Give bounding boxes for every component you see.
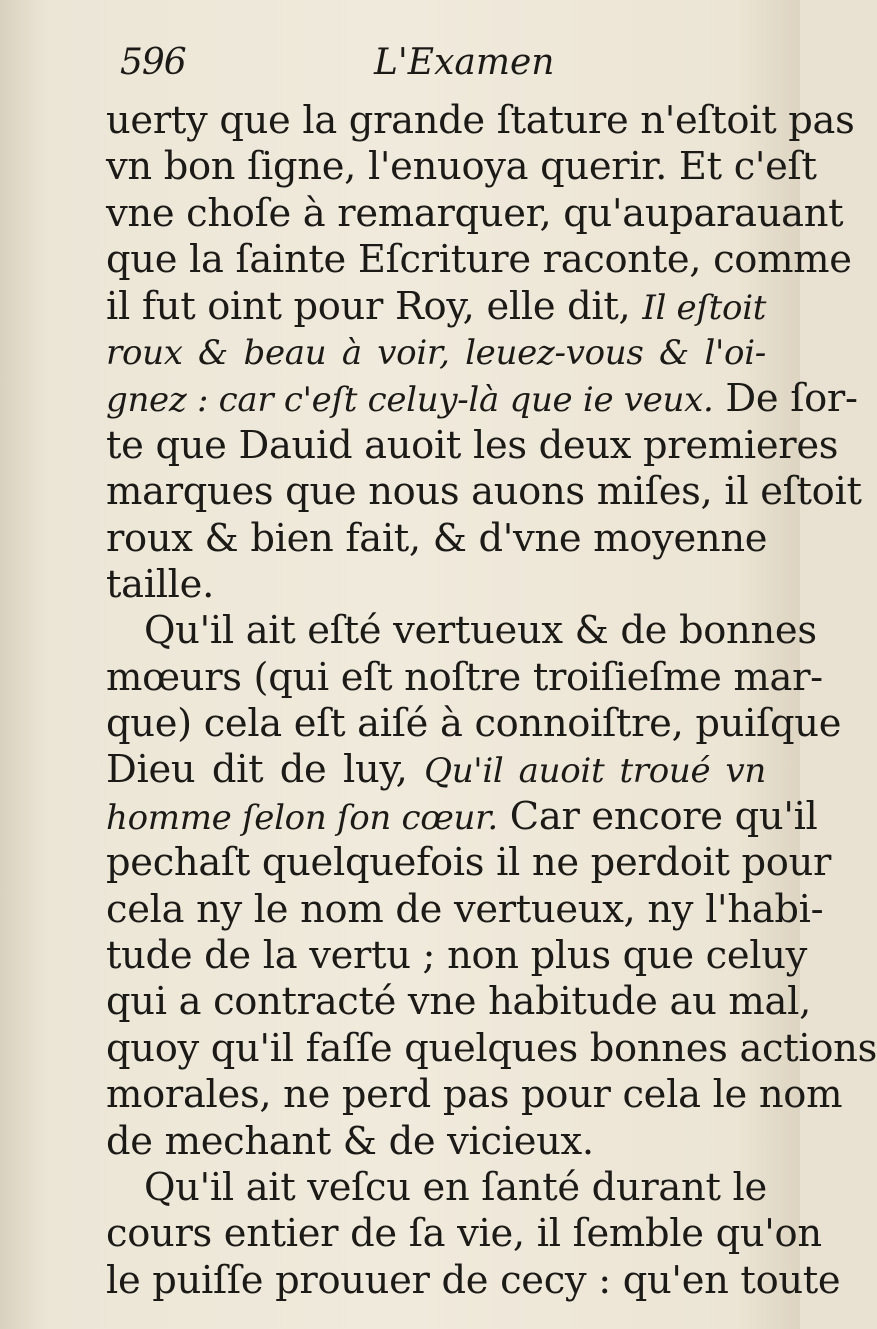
text-line [106, 793, 818, 840]
italic-segment: Il eſtoit [642, 287, 767, 328]
text-segment: il fut oint pour Roy, elle dit, [106, 283, 643, 329]
text-line: vn bon ſigne, l'enuoya querir. Et c'eſt [106, 144, 817, 190]
page-number: 596 [120, 42, 186, 83]
text-line: mœurs (qui eſt noſtre troiſieſme mar- [106, 654, 823, 700]
text-line: taille. [106, 561, 214, 607]
text-line: qui a contracté vne habitude au mal, [106, 979, 811, 1025]
running-title: L'Examen [374, 42, 555, 83]
text-line: de mechant & de vicieux. [106, 1118, 594, 1164]
text-line: cours entier de ſa vie, il ſemble qu'on [106, 1211, 822, 1257]
text-line: morales, ne perd pas pour cela le nom [106, 1072, 843, 1118]
text-line [106, 747, 766, 793]
text-line: uerty que la grande ſtature n'eſtoit pas [106, 98, 855, 143]
page-body-text [106, 98, 877, 1304]
italic-segment: Qu'il auoit troué vn [424, 751, 766, 792]
text-line: roux & bien fait, & d'vne moyenne [106, 515, 768, 561]
text-line: pechaſt quelquefois il ne perdoit pour [106, 840, 832, 886]
text-line: que la ſainte Eſcriture raconte, comme [106, 237, 852, 283]
text-line: vne choſe à remarquer, qu'auparauant [106, 190, 844, 236]
text-line: quoy qu'il faſſe quelques bonnes actions [106, 1025, 877, 1071]
text-line [106, 284, 766, 330]
page-header [112, 40, 762, 98]
text-segment: Car encore qu'il [497, 793, 818, 839]
paragraph-start-line: Qu'il ait veſcu en ſanté durant le [144, 1164, 767, 1210]
paragraph-start-line: Qu'il ait eſté vertueux & de bonnes [144, 608, 817, 654]
text-line: cela ny le nom de vertueux, ny l'habi- [106, 886, 824, 932]
italic-segment: homme ſelon ſon cœur. [106, 797, 498, 838]
text-segment: De ſor- [713, 376, 858, 422]
text-line: marques que nous auons miſes, il eſtoit [106, 469, 862, 515]
text-line: que) cela eſt aiſé à connoiſtre, puiſque [106, 701, 842, 747]
text-line: le puiſſe prouuer de cecy : qu'en toute [106, 1257, 841, 1303]
text-line: tude de la vertu ; non plus que celuy [106, 933, 808, 979]
text-segment: Dieu dit de luy, [106, 747, 425, 793]
text-line: te que Dauid auoit les deux premieres [106, 422, 839, 468]
text-line [106, 376, 858, 422]
text-line-italic: roux & beau à voir, leuez-vous & l'oi- [106, 332, 766, 373]
italic-segment: gnez : car c'eſt celuy-là que ie veux. [106, 380, 714, 421]
